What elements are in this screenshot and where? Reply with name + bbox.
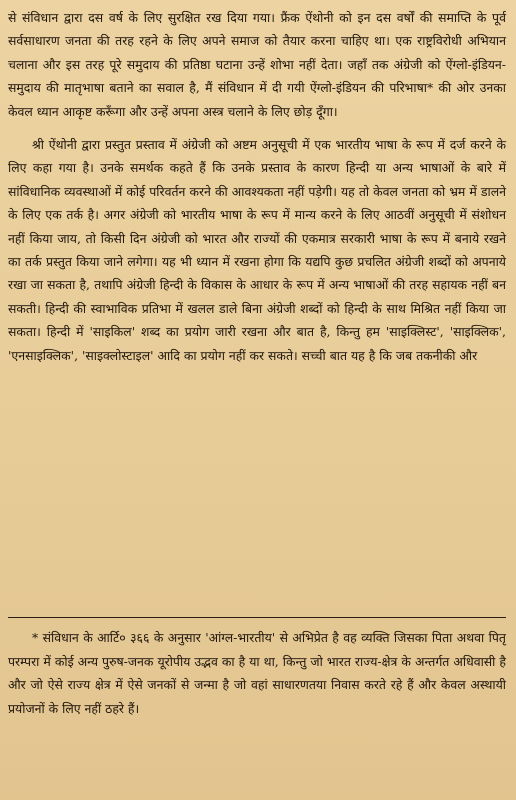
footnote-definition: * संविधान के आर्टि० ३६६ के अनुसार 'आंग्ल-भारतीय' से अभिप्रेत है वह व्यक्ति जिसका पिता अथवा पितृ परम्परा में कोई अन्य पुरुष-जनक यूरोपीय उद्भव का है या था, किन्तु जो भारत राज्य-क्षेत्र के अन्तर्गत अधिवासी है और जो ऐसे राज्य क्षेत्र में ऐसे जनकों से जन्मा है जो वहां साधारणतया निवास करते रहे हैं और केवल अस्थायी प्रयोजनों के लिए नहीं ठहरे हैं। — [8, 630, 506, 716]
paragraph-anthony-proposal: श्री ऐंथोनी द्वारा प्रस्तुत प्रस्ताव में अंग्रेजी को अष्टम अनुसूची में एक भारतीय भाषा के रूप में दर्ज करने के लिए कहा गया है। उनके समर्थक कहते हैं कि उनके प्रस्ताव के कारण हिन्दी या अन्य भाषाओं के बारे में सांविधानिक व्यवस्थाओं में कोई परिवर्तन करने की आवश्यकता नहीं पड़ेगी। यह तो केवल जनता को भ्रम में डालने के लिए एक तर्क है। अगर अंग्रेजी को भारतीय भाषा के रूप में मान्य करने के लिए आठवीं अनुसूची में संशोधन नहीं किया जाय, तो किसी दिन अंग्रेजी को भारत और राज्यों की एकमात्र सरकारी भाषा के रूप में बनाये रखने का तर्क प्रस्तुत किया जाने लगेगा। यह भी ध्यान में रखना होगा कि यद्यपि कुछ प्रचलित अंग्रेजी शब्दों को अपनाये रखा जा सकता है, तथापि अंग्रेजी हिन्दी के विकास के आधार के रूप में अन्य भाषाओं की तरह सहायक नहीं बन सकती। हिन्दी की स्वाभाविक प्रतिभा में खलल डाले बिना अंग्रेजी शब्दों को हिन्दी के साथ मिश्रित नहीं किया जा सकता। हिन्दी में 'साइकिल' शब्द का प्रयोग जारी रखना और बात है, किन्तु हम 'साइक्लिस्ट', 'साइक्लिक', 'एनसाइक्लिक', 'साइक्लोस्टाइल' आदि का प्रयोग नहीं कर सकते। सच्ची बात यह है कि जब तकनीकी और — [8, 137, 506, 363]
footnote-divider — [8, 617, 506, 618]
paragraph-continuation: से संविधान द्वारा दस वर्ष के लिए सुरक्षित रख दिया गया। फ्रैंक ऐंथोनी को इन दस वर्षों की समाप्ति के पूर्व सर्वसाधारण जनता की तरह रहने के लिए अपने समाज को तैयार करना चाहिए था। एक राष्ट्रविरोधी अभियान चलाना और इस तरह पूरे समुदाय की प्रतिष्ठा घटाना उन्हें शोभा नहीं देता। जहाँ तक अंग्रेजी को ऐंग्लो-इंडियन-समुदाय की मातृभाषा बताने का सवाल है, मैं संविधान में दी गयी ऐंग्लो-इंडियन की परिभाषा* की ओर उनका केवल ध्यान आकृष्ट करूँगा और उन्हें अपना अस्त्र चलाने के लिए छोड़ दूँगा। — [8, 10, 506, 119]
